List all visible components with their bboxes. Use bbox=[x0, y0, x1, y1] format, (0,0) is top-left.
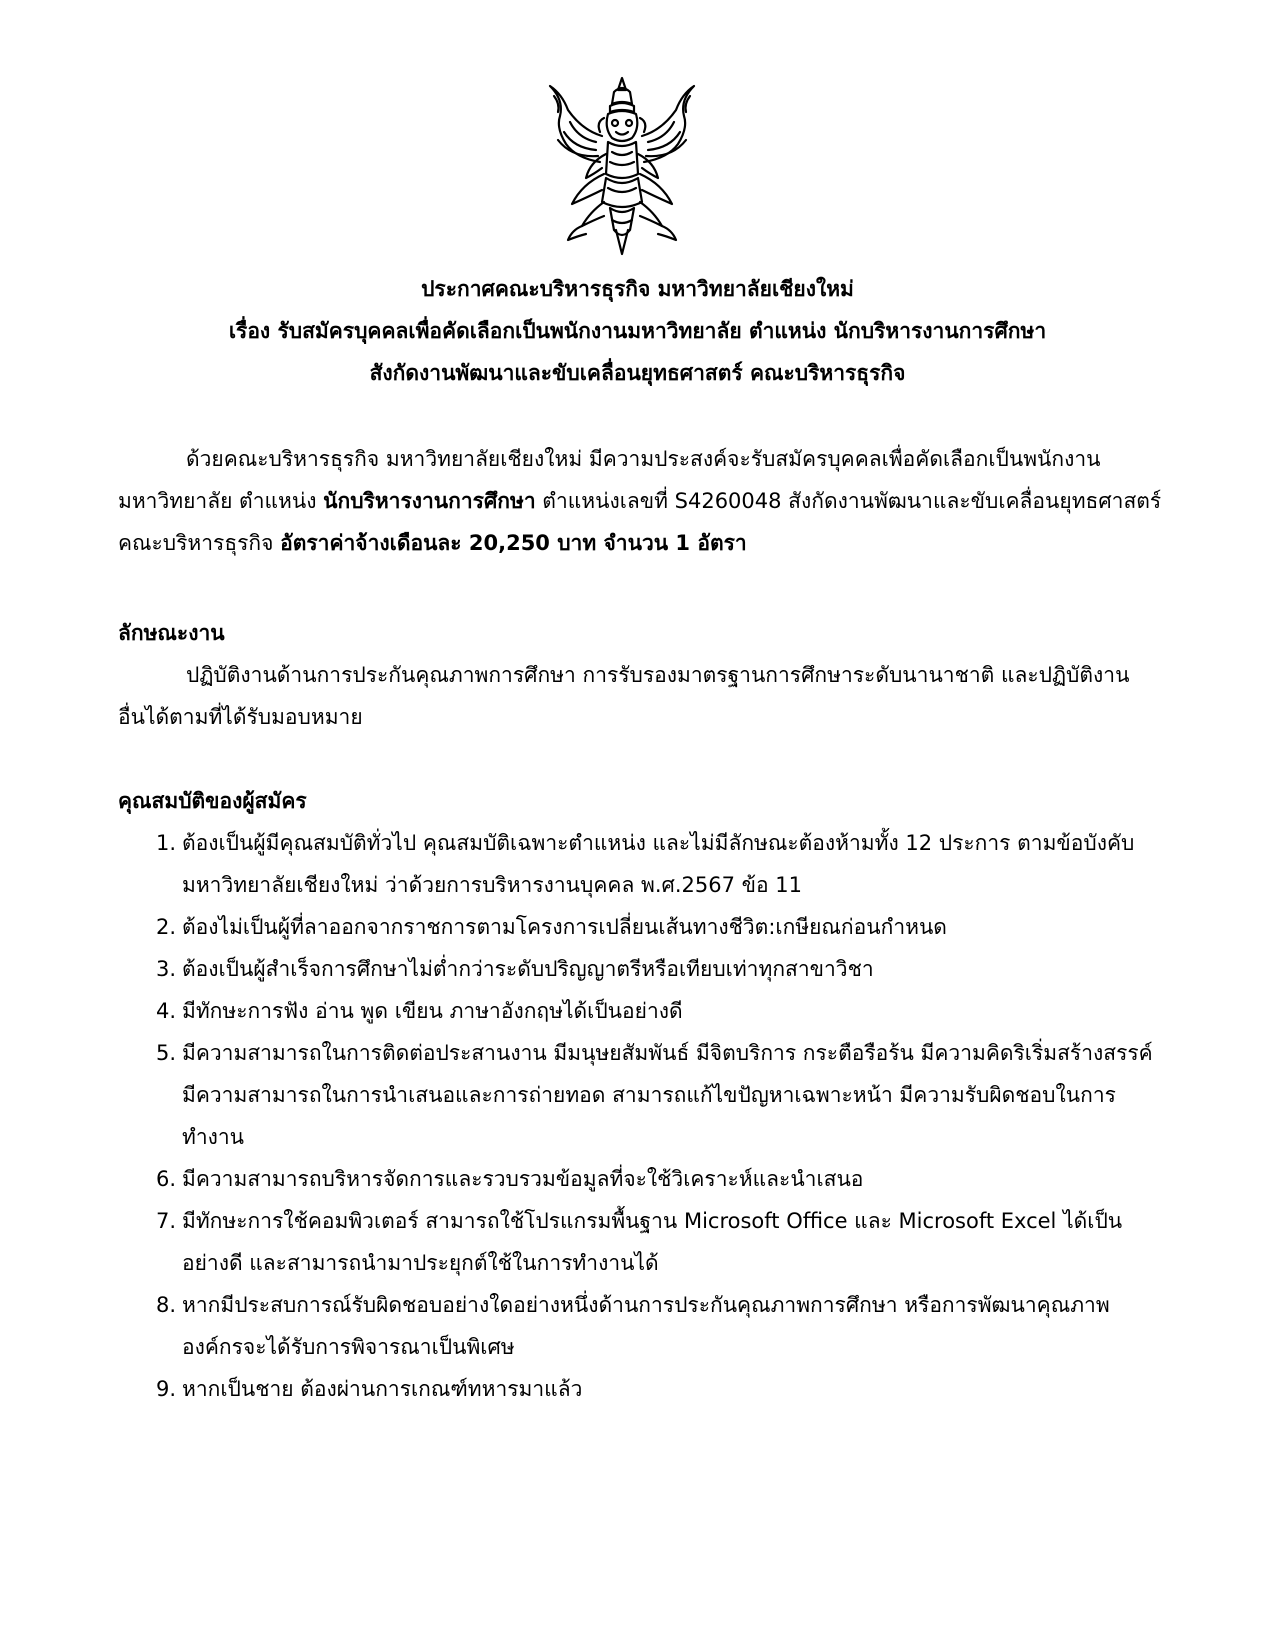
qualification-item bbox=[118, 906, 1138, 948]
qualification-number: 7. bbox=[156, 1209, 177, 1233]
qualifications-section bbox=[118, 780, 1153, 1410]
qualification-item bbox=[118, 1032, 1153, 1158]
job-description-line-2: อื่นได้ตามที่ได้รับมอบหมาย bbox=[118, 705, 363, 729]
announcement-department: สังกัดงานพัฒนาและขับเคลื่อนยุทธศาสตร์ คณะบริหารธุรกิจ bbox=[369, 361, 906, 385]
qualification-text bbox=[182, 1158, 1138, 1200]
qualification-number: 9. bbox=[156, 1377, 177, 1401]
qualification-text-line: ต้องเป็นผู้สำเร็จการศึกษาไม่ต่ำกว่าระดับปริญญาตรีหรือเทียบเท่าทุกสาขาวิชา bbox=[182, 957, 874, 981]
qualification-text bbox=[182, 1368, 1138, 1410]
qualification-text-line: มีทักษะการฟัง อ่าน พูด เขียน ภาษาอังกฤษได้เป็นอย่างดี bbox=[182, 999, 683, 1023]
qualification-item bbox=[118, 1200, 1138, 1284]
intro-line-1: ด้วยคณะบริหารธุรกิจ มหาวิทยาลัยเชียงใหม่ มีความประสงค์จะรับสมัครบุคคลเพื่อคัดเลือกเป็นพนักงาน bbox=[186, 447, 1101, 471]
qualification-number: 8. bbox=[156, 1293, 177, 1317]
qualification-number: 3. bbox=[156, 957, 177, 981]
intro-paragraph bbox=[118, 438, 1162, 564]
qualification-item bbox=[118, 1284, 1138, 1368]
qualification-item bbox=[118, 822, 1138, 906]
qualification-number: 4. bbox=[156, 999, 177, 1023]
intro-line-2-a: มหาวิทยาลัย ตำแหน่ง bbox=[118, 489, 324, 513]
qualification-text-line: ต้องไม่เป็นผู้ที่ลาออกจากราชการตามโครงการเปลี่ยนเส้นทางชีวิต:เกษียณก่อนกำหนด bbox=[182, 915, 947, 939]
qualification-text bbox=[182, 948, 1138, 990]
qualification-text-line: มีทักษะการใช้คอมพิวเตอร์ สามารถใช้โปรแกรมพื้นฐาน Microsoft Office และ Microsoft Excel ได้เป็น bbox=[182, 1209, 1123, 1233]
qualification-number: 5. bbox=[156, 1041, 177, 1065]
qualifications-heading: คุณสมบัติของผู้สมัคร bbox=[118, 789, 307, 813]
qualification-text bbox=[182, 906, 1138, 948]
qualification-text-line: มีความสามารถบริหารจัดการและรวบรวมข้อมูลที่จะใช้วิเคราะห์และนำเสนอ bbox=[182, 1167, 864, 1191]
intro-line-2 bbox=[118, 480, 1162, 522]
qualification-item bbox=[118, 948, 1138, 990]
qualification-text-line: หากมีประสบการณ์รับผิดชอบอย่างใดอย่างหนึ่งด้านการประกันคุณภาพการศึกษา หรือการพัฒนาคุณภาพ bbox=[182, 1293, 1110, 1317]
job-description-heading: ลักษณะงาน bbox=[118, 621, 225, 645]
qualification-text-line: องค์กรจะได้รับการพิจารณาเป็นพิเศษ bbox=[182, 1335, 515, 1359]
qualification-number: 6. bbox=[156, 1167, 177, 1191]
qualification-text-line: มีความสามารถในการติดต่อประสานงาน มีมนุษยสัมพันธ์ มีจิตบริการ กระตือรือร้น มีความคิดริเริ่มสร้างสรรค์ bbox=[182, 1041, 1153, 1065]
qualification-text bbox=[182, 1200, 1138, 1284]
qualification-text-line: อย่างดี และสามารถนำมาประยุกต์ใช้ในการทำงานได้ bbox=[182, 1251, 659, 1275]
qualification-item bbox=[118, 1158, 1138, 1200]
salary-rate: อัตราค่าจ้างเดือนละ 20,250 บาท จำนวน 1 อัตรา bbox=[280, 531, 747, 555]
qualification-text bbox=[182, 1032, 1153, 1158]
qualification-text-line: ต้องเป็นผู้มีคุณสมบัติทั่วไป คุณสมบัติเฉพาะตำแหน่ง และไม่มีลักษณะต้องห้ามทั้ง 12 ประการ ตามข้อบังคับ bbox=[182, 831, 1135, 855]
announcement-header bbox=[0, 268, 1275, 394]
qualification-number: 1. bbox=[156, 831, 177, 855]
qualification-item bbox=[118, 1368, 1138, 1410]
qualification-text bbox=[182, 990, 1138, 1032]
intro-line-3 bbox=[118, 522, 1138, 564]
qualification-number: 2. bbox=[156, 915, 177, 939]
position-title: นักบริหารงานการศึกษา bbox=[323, 489, 536, 513]
qualification-text-line: ทำงาน bbox=[182, 1125, 245, 1149]
announcement-title: ประกาศคณะบริหารธุรกิจ มหาวิทยาลัยเชียงใหม่ bbox=[421, 277, 854, 301]
job-description-section bbox=[118, 612, 1138, 738]
qualifications-list bbox=[118, 822, 1153, 1410]
qualification-item bbox=[118, 990, 1138, 1032]
qualification-text-line: หากเป็นชาย ต้องผ่านการเกณฑ์ทหารมาแล้ว bbox=[182, 1377, 583, 1401]
job-description-line-1: ปฏิบัติงานด้านการประกันคุณภาพการศึกษา การรับรองมาตรฐานการศึกษาระดับนานาชาติ และปฏิบัติงาน bbox=[186, 663, 1130, 687]
intro-line-3-a: คณะบริหารธุรกิจ bbox=[118, 531, 281, 555]
garuda-emblem-icon bbox=[542, 70, 702, 260]
qualification-text-line: มหาวิทยาลัยเชียงใหม่ ว่าด้วยการบริหารงานบุคคล พ.ศ.2567 ข้อ 11 bbox=[182, 873, 802, 897]
announcement-subject: เรื่อง รับสมัครบุคคลเพื่อคัดเลือกเป็นพนักงานมหาวิทยาลัย ตำแหน่ง นักบริหารงานการศึกษา bbox=[228, 319, 1047, 343]
intro-line-2-c: ตำแหน่งเลขที่ S4260048 สังกัดงานพัฒนาและขับเคลื่อนยุทธศาสตร์ bbox=[535, 489, 1162, 513]
qualification-text bbox=[182, 1284, 1138, 1368]
qualification-text bbox=[182, 822, 1138, 906]
qualification-text-line: มีความสามารถในการนำเสนอและการถ่ายทอด สามารถแก้ไขปัญหาเฉพาะหน้า มีความรับผิดชอบในการ bbox=[182, 1083, 1116, 1107]
garuda-emblem-drawing bbox=[542, 70, 702, 260]
